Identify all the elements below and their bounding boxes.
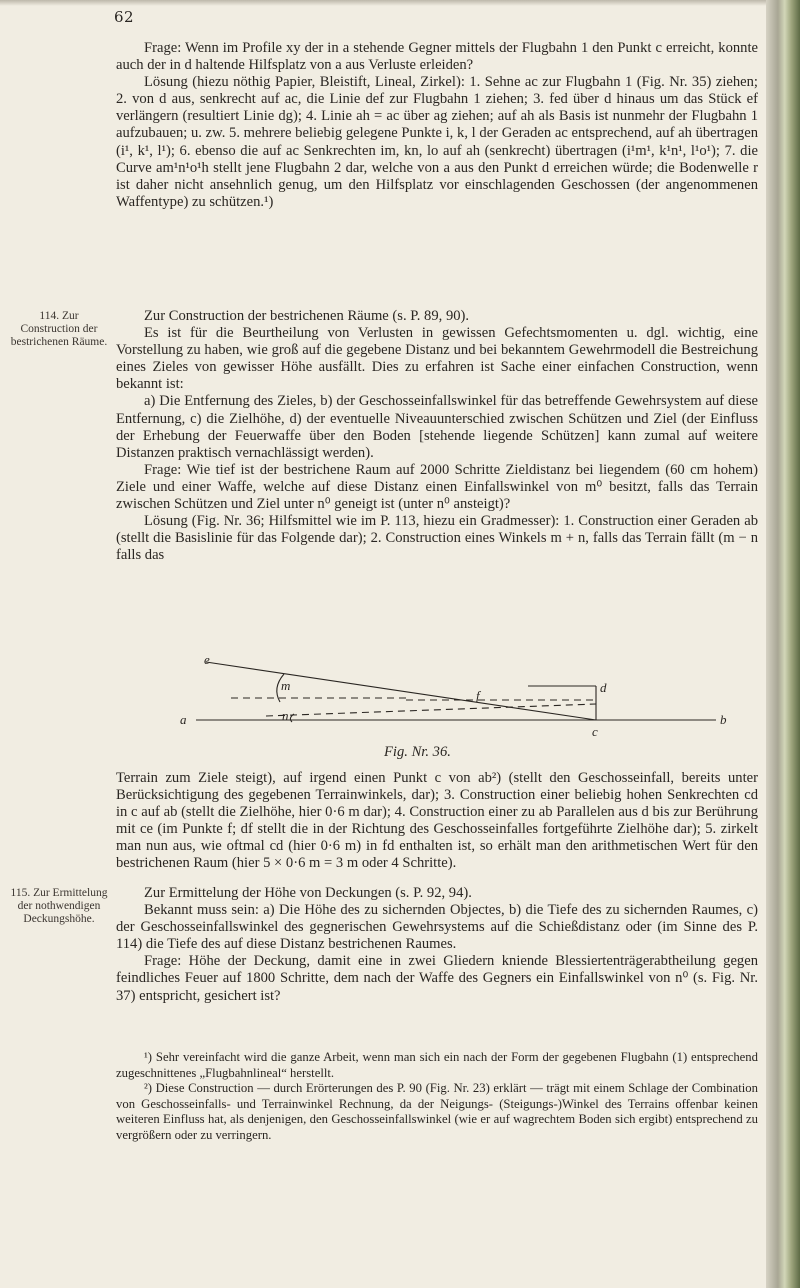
figure-36 <box>176 656 736 738</box>
construction-paragraph-4: Lösung (Fig. Nr. 36; Hilfsmittel wie im P. 113, hiezu ein Gradmesser): 1. Construction einer Geraden ab (stellt die Basislinie für das Folgende dar); 2. Construction eines Winkels m + n, falls das Terrain fällt (m − n falls das <box>116 513 758 564</box>
construction-paragraph-continued: Terrain zum Ziele steigt), auf irgend einen Punkt c von ab²) (stellt den Geschosseinfall, bereits unter Berücksichtigung des gegebenen Terrainwinkels, dar); 3. Construction einer beliebig hohen Senkrechten cd in c auf ab (stellt die Zielhöhe, hier 0·6 m dar); 4. Construction einer zu ab Parallelen aus d bis zur Berührung mit ce (im Punkte f; df stellt die in der Richtung des Geschosseinfalles fortgeführte Zielhöhe dar); 5. zirkelt man nun aus, wie oftmal cd (hier 0·6 m) in fd enthalten ist, so erhält man den arithmetischen Wert für den bestrichenen Raum (hier 5 × 0·6 m = 3 m oder 4 Schritte). <box>116 770 758 872</box>
section-construction-continued <box>116 770 758 873</box>
figure-label-e: e <box>204 656 210 667</box>
figure-label-b: b <box>720 712 727 727</box>
frage-paragraph: Frage: Wenn im Profile xy der in a stehende Gegner mittels der Flugbahn 1 den Punkt c erreicht, konnte auch der in d haltende Hilfsplatz von a aus Verluste erleiden? <box>116 40 758 74</box>
section-title-construction: Zur Construction der bestrichenen Räume (s. P. 89, 90). <box>144 308 470 324</box>
construction-paragraph-3: Frage: Wie tief ist der bestrichene Raum auf 2000 Schritte Zieldistanz bei liegendem (60 cm hohem) Ziele und einer Waffe, welche auf diese Distanz einen Einfallswinkel von m⁰ besitzt, falls das Terrain zwischen Schützen und Ziel unter n⁰ geneigt ist (unter n⁰ ansteigt)? <box>116 461 758 513</box>
footnote-2: ²) Diese Construction — durch Erörterungen des P. 90 (Fig. Nr. 23) erklärt — trägt mit einem Schlage der Combination von Geschosseinfalls- und Terrainwinkel Rechnung, da der Neigungs- (Steigungs-)Winkel des Terrains offenbar keinen weiteren Einfluss hat, als denjenigen, den Geschosseinfallswinkel (wie er auf wagrechtem Boden sich ergibt) entsprechend zu vergrößern oder zu verringern. <box>116 1081 758 1142</box>
footnotes <box>116 1050 758 1144</box>
section-construction <box>116 308 758 564</box>
figure-36-diagram <box>176 656 736 738</box>
loesung-paragraph: Lösung (hiezu nöthig Papier, Bleistift, Lineal, Zirkel): 1. Sehne ac zur Flugbahn 1 (Fig. Nr. 35) ziehen; 2. von d aus, senkrecht auf ac, die Linie def zur Flugbahn 1 ziehen; 3. fed über d hinaus um das Stück ef verlängern (resultiert Linie dg); 4. Linie ah = ac über ag ziehen; auf ah als Basis ist nunmehr der Flugbahn 1 aufzubauen; u. zw. 5. mehrere beliebig gelegene Punkte i, k, l der Geraden ac entsprechend, auf ah übertragen (i¹, k¹, l¹); 6. ebenso die auf ac Senkrechten im, kn, lo auf ah (senkrecht) übertragen (i¹m¹, k¹n¹, l¹o¹); 7. die Curve am¹n¹o¹h stellt jene Flugbahn 2 dar, welche von a aus den Punkt d erreichen würde; die Bodenwelle r ist daher nicht ansehnlich genug, um den Hilfsplatz vor einschlagenden Geschossen (der angenommenen Waffentype) zu schützen.¹) <box>116 74 758 210</box>
section-title-deckung: Zur Ermittelung der Höhe von Deckungen (s. P. 92, 94). <box>144 885 472 901</box>
figure-label-d: d <box>600 680 607 695</box>
deckung-paragraph-2: Frage: Höhe der Deckung, damit eine in zwei Gliedern kniende Blessiertenträgerabtheilung gegen feindliches Feuer auf 1800 Schritte, dem nach der Waffe des Gegners ein Einfallswinkel von n⁰ (s. Fig. Nr. 37) entspricht, gesichert ist? <box>116 953 758 1004</box>
margin-note-115: 115. Zur Ermittelung der nothwendigen Deckungshöhe. <box>10 887 108 925</box>
construction-paragraph-2: a) Die Entfernung des Zieles, b) der Geschosseinfallswinkel für das betreffende Gewehrsystem auf diese Entfernung, c) die Zielhöhe, d) der eventuelle Niveauunterschied zwischen Schützen und Ziel (der Einfluss der Erhebung der Feuerwaffe über den Boden [stehende liegende Schützen] kann zumal auf weitere Distanzen praktisch vernachlässigt werden). <box>116 393 758 461</box>
construction-paragraph-1: Es ist für die Beurtheilung von Verlusten in gewissen Gefechtsmomenten u. dgl. wichtig, eine Vorstellung zu haben, wie groß auf die gegebene Distanz und bei bekanntem Gewehrmodell die Bestreichung eines Zieles von gewisser Höhe ausfällt. Dies zu erfahren ist Sache einer einfachen Construction, wenn bekannt ist: <box>116 325 758 393</box>
margin-note-114: 114. Zur Construction der bestrichenen Räume. <box>10 310 108 348</box>
deckung-paragraph-1: Bekannt muss sein: a) Die Höhe des zu sichernden Objectes, b) die Tiefe des zu sichernden Raumes, c) der Geschosseinfallswinkel des gegnerischen Gewehrsystems auf die Schießdistanz oder (im Sinne des P. 114) die Tiefe des auf diese Distanz bestrichenen Raumes. <box>116 902 758 953</box>
figure-36-caption: Fig. Nr. 36. <box>384 744 451 760</box>
figure-label-m: m <box>281 678 291 693</box>
footnote-1: ¹) Sehr vereinfacht wird die ganze Arbeit, wenn man sich ein nach der Form der gegebenen Flugbahn (1) entsprechend zugeschnittenes „Flugbahnlineal“ herstellt. <box>116 1050 758 1080</box>
figure-label-c: c <box>592 724 598 738</box>
figure-label-a: a <box>180 712 187 727</box>
figure-label-f: f <box>476 688 480 703</box>
figure-label-n: n <box>282 708 289 723</box>
page-top-edge <box>0 0 800 6</box>
section-frage-flugbahn <box>116 40 758 211</box>
page-fore-edge <box>766 0 800 1288</box>
footnote-separator <box>118 1046 758 1047</box>
page-number: 62 <box>114 8 135 26</box>
dashed-terrain-line <box>266 704 596 716</box>
section-deckung <box>116 885 758 1005</box>
